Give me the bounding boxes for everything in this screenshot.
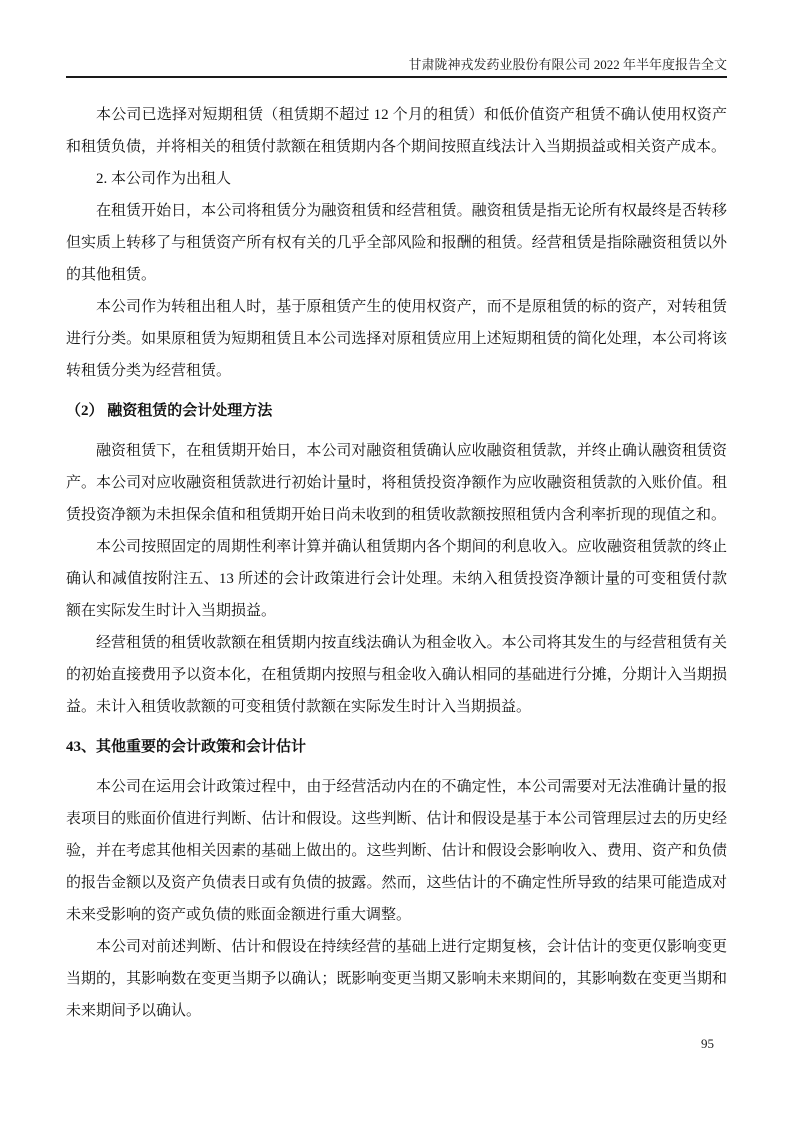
- page-number: 95: [701, 1036, 714, 1051]
- paragraph-periodic-review-of-estimates: 本公司对前述判断、估计和假设在持续经营的基础上进行定期复核，会计估计的变更仅影响变更当期的，其影响数在变更当期予以确认；既影响变更当期又影响未来期间的，其影响数在变更当期和未来期间予以确认。: [66, 939, 727, 1019]
- paragraph-operating-lease-income: 经营租赁的租赁收款额在租赁期内按直线法确认为租金收入。本公司将其发生的与经营租赁有关的初始直接费用予以资本化，在租赁期内按照与租金收入确认相同的基础进行分摊，分期计入当期损益。未计入租赁收款额的可变租赁付款额在实际发生时计入当期损益。: [66, 635, 727, 715]
- paragraph-lease-classification: 在租赁开始日，本公司将租赁分为融资租赁和经营租赁。融资租赁是指无论所有权最终是否转移但实质上转移了与租赁资产所有权有关的几乎全部风险和报酬的租赁。经营租赁是指除融资租赁以外的其他租赁。: [66, 203, 727, 283]
- document-body: [66, 99, 727, 1027]
- paragraph-finance-lease-recognition: 融资租赁下，在租赁期开始日，本公司对融资租赁确认应收融资租赁款，并终止确认融资租赁资产。本公司对应收融资租赁款进行初始计量时，将租赁投资净额作为应收融资租赁款的入账价值。租赁投资净额为未担保余值和租赁期开始日尚未收到的租赁收款额按照租赁内含利率折现的现值之和。: [66, 443, 727, 523]
- paragraph-interest-income-recognition: 本公司按照固定的周期性利率计算并确认租赁期内各个期间的利息收入。应收融资租赁款的终止确认和减值按附注五、13 所述的会计政策进行会计处理。未纳入租赁投资净额计量的可变租赁付款额在实际发生时计入当期损益。: [66, 539, 727, 619]
- report-header-title: 甘肃陇神戎发药业股份有限公司 2022 年半年度报告全文: [66, 57, 727, 78]
- paragraph-judgments-estimates-assumptions: 本公司在运用会计政策过程中，由于经营活动内在的不确定性，本公司需要对无法准确计量的报表项目的账面价值进行判断、估计和假设。这些判断、估计和假设是基于本公司管理层过去的历史经验，并在考虑其他相关因素的基础上做出的。这些判断、估计和假设会影响收入、费用、资产和负债的报告金额以及资产负债表日或有负债的披露。然而，这些估计的不确定性所导致的结果可能造成对未来受影响的资产或负债的账面金额进行重大调整。: [66, 779, 727, 923]
- paragraph-short-term-lease-election: 本公司已选择对短期租赁（租赁期不超过 12 个月的租赁）和低价值资产租赁不确认使用权资产和租赁负债，并将相关的租赁付款额在租赁期内各个期间按照直线法计入当期损益或相关资产成本。: [66, 107, 727, 155]
- paragraph-sublease-classification: 本公司作为转租出租人时，基于原租赁产生的使用权资产，而不是原租赁的标的资产，对转租赁进行分类。如果原租赁为短期租赁且本公司选择对原租赁应用上述短期租赁的简化处理，本公司将该转租赁分类为经营租赁。: [66, 299, 727, 379]
- section-heading-finance-lease-accounting: （2） 融资租赁的会计处理方法: [66, 403, 273, 419]
- numbered-item-company-as-lessor: 2. 本公司作为出租人: [96, 171, 232, 187]
- section-heading-other-accounting-policies: 43、其他重要的会计政策和会计估计: [66, 739, 307, 755]
